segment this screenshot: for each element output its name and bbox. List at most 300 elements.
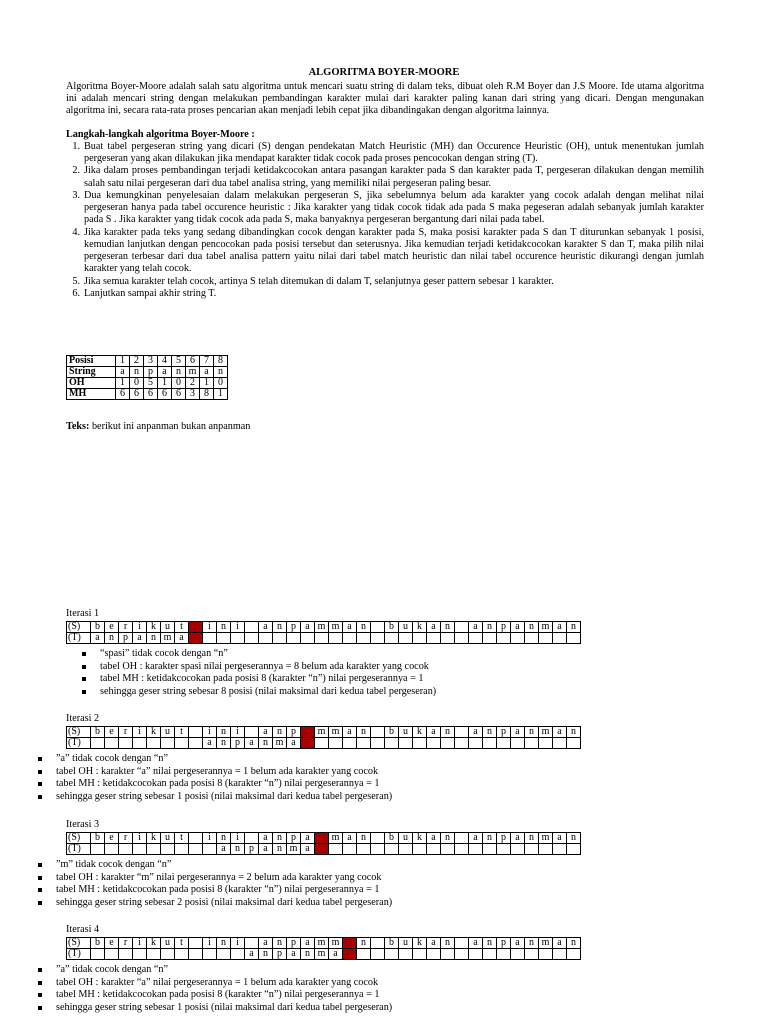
char-cell: a	[259, 622, 273, 633]
char-cell: i	[203, 833, 217, 844]
shift-table-cell: 4	[158, 356, 172, 367]
char-cell	[427, 949, 441, 960]
page-title: ALGORITMA BOYER-MOORE	[308, 67, 460, 78]
char-cell	[469, 949, 483, 960]
shift-table-row	[67, 356, 228, 367]
note-item	[34, 766, 392, 779]
char-cell: i	[133, 727, 147, 738]
char-cell: k	[147, 727, 161, 738]
char-cell	[245, 633, 259, 644]
iteration-strip	[66, 621, 581, 644]
step-text: Lanjutkan sampai akhir string T.	[84, 287, 217, 299]
char-cell	[371, 949, 385, 960]
char-cell: n	[483, 833, 497, 844]
shift-table-cell: 5	[172, 356, 186, 367]
char-cell: e	[105, 727, 119, 738]
note-item	[34, 778, 392, 791]
square-bullet-icon	[82, 690, 86, 694]
char-cell: a	[259, 833, 273, 844]
char-cell: a	[259, 844, 273, 855]
text-line	[66, 421, 250, 433]
char-cell	[245, 622, 259, 633]
char-cell	[455, 633, 469, 644]
char-cell: i	[231, 833, 245, 844]
char-cell	[245, 727, 259, 738]
square-bullet-icon	[38, 901, 42, 905]
char-cell: n	[259, 738, 273, 749]
char-cell: m	[329, 622, 343, 633]
char-cell	[455, 738, 469, 749]
char-cell: a	[301, 844, 315, 855]
note-item	[34, 989, 392, 1002]
char-cell: m	[329, 938, 343, 949]
square-bullet-icon	[38, 968, 42, 972]
char-cell	[273, 633, 287, 644]
char-cell: m	[329, 833, 343, 844]
char-cell: p	[497, 727, 511, 738]
char-cell	[371, 833, 385, 844]
step-text: Jika dalam proses pembandingan terjadi ketidakcocokan antara pasangan karakter pada S dan karakter pada T, pergeseran dilakukan dengan memilih salah satu nilai pergeseran dari dua tabel analisa string, yang memiliki nilai pergeseran paling besar.	[84, 165, 704, 189]
char-cell: m	[161, 633, 175, 644]
mismatch-cell: a	[343, 938, 357, 949]
char-cell	[357, 633, 371, 644]
char-cell	[91, 844, 105, 855]
note-item	[34, 884, 392, 897]
shift-table-cell: 6	[130, 389, 144, 400]
shift-table-cell: 6	[172, 389, 186, 400]
note-text: tabel MH : ketidakcocokan pada posisi 8 (karakter “n”) nilai pergeserannya = 1	[100, 673, 424, 685]
char-cell	[483, 949, 497, 960]
char-cell	[497, 633, 511, 644]
char-cell	[119, 844, 133, 855]
shift-table	[66, 355, 228, 400]
square-bullet-icon	[38, 981, 42, 985]
note-text: tabel MH : ketidakcocokan pada posisi 8 (karakter “n”) nilai pergeserannya = 1	[56, 884, 380, 896]
char-cell	[441, 844, 455, 855]
shift-table-cell: a	[116, 367, 130, 378]
char-cell: n	[441, 938, 455, 949]
step-number: 4.	[72, 226, 80, 238]
step-number: 2.	[72, 165, 80, 177]
shift-table-cell: 3	[186, 389, 200, 400]
shift-table-cell: 8	[200, 389, 214, 400]
char-cell: a	[469, 727, 483, 738]
char-cell: i	[133, 622, 147, 633]
char-cell	[259, 633, 273, 644]
char-cell	[497, 738, 511, 749]
iteration-strip	[66, 937, 581, 960]
note-text: sehingga geser string sebesar 8 posisi (nilai maksimal dari kedua tabel pergeseran)	[100, 685, 437, 697]
char-cell	[469, 738, 483, 749]
char-cell: a	[553, 622, 567, 633]
strip-row-label: (S)	[67, 622, 91, 633]
char-cell: n	[525, 833, 539, 844]
char-cell	[427, 633, 441, 644]
strip-row-label: (S)	[67, 833, 91, 844]
mismatch-cell: n	[343, 949, 357, 960]
char-cell: a	[469, 938, 483, 949]
char-cell: a	[511, 833, 525, 844]
char-cell	[371, 738, 385, 749]
char-cell: a	[427, 833, 441, 844]
step-text: Dua kemungkinan penyelesaian dalam melakukan pergeseran S, jika sebelumnya belum ada karakter yang cocok adalah dengan melihat nilai pergeseran hanya pada tabel occurence heuristic : Jika karakter yang tidak cocok tidak ada pada S maka pegeseran adalah sebanyak jumlah karakter pada S . Jika karakter yang tidak cocok ada pada S, maka banyaknya pergeseran bergantung dari nilai pada tabel.	[84, 189, 704, 226]
iteration-title: Iterasi 1	[66, 608, 100, 619]
char-cell: k	[413, 622, 427, 633]
char-cell: b	[385, 833, 399, 844]
char-cell: a	[469, 833, 483, 844]
char-cell	[511, 844, 525, 855]
char-cell: a	[343, 833, 357, 844]
shift-table-row-label: String	[67, 367, 116, 378]
char-cell	[371, 844, 385, 855]
shift-table-row-label: MH	[67, 389, 116, 400]
char-cell	[539, 844, 553, 855]
char-cell: a	[427, 938, 441, 949]
char-cell: u	[399, 727, 413, 738]
shift-table-cell: 1	[158, 378, 172, 389]
char-cell	[441, 949, 455, 960]
char-cell	[567, 633, 581, 644]
char-cell: i	[231, 622, 245, 633]
char-cell	[385, 738, 399, 749]
char-cell: r	[119, 727, 133, 738]
char-cell: n	[273, 938, 287, 949]
char-cell	[217, 633, 231, 644]
shift-table-cell: 3	[144, 356, 158, 367]
char-cell	[483, 844, 497, 855]
char-cell: e	[105, 833, 119, 844]
char-cell	[385, 633, 399, 644]
text-row	[67, 727, 581, 738]
char-cell: r	[119, 833, 133, 844]
iteration-notes	[34, 964, 392, 1014]
pattern-row	[67, 949, 581, 960]
char-cell	[371, 727, 385, 738]
char-cell: p	[287, 622, 301, 633]
char-cell: n	[273, 833, 287, 844]
strip-row-label: (T)	[67, 949, 91, 960]
char-cell: u	[161, 727, 175, 738]
square-bullet-icon	[82, 665, 86, 669]
char-cell: p	[497, 938, 511, 949]
shift-table-cell: 6	[116, 389, 130, 400]
char-cell	[133, 844, 147, 855]
mismatch-cell: n	[301, 738, 315, 749]
char-cell: a	[133, 633, 147, 644]
mismatch-cell	[189, 622, 203, 633]
char-cell	[203, 949, 217, 960]
shift-table-cell: 6	[158, 389, 172, 400]
char-cell	[343, 844, 357, 855]
char-cell	[399, 949, 413, 960]
char-cell	[455, 727, 469, 738]
char-cell	[189, 738, 203, 749]
char-cell	[539, 949, 553, 960]
step-text: Buat tabel pergeseran string yang dicari (S) dengan pendekatan Match Heuristic (MH) dan Occurence Heuristic (OH), untuk menentukan jumlah pergeseran yang akan dilakukan jika mendapat karakter tidak cocok pada proses pencocokan dengan string (T).	[84, 141, 704, 165]
square-bullet-icon	[82, 652, 86, 656]
char-cell	[315, 633, 329, 644]
char-cell	[553, 949, 567, 960]
square-bullet-icon	[38, 770, 42, 774]
char-cell	[427, 738, 441, 749]
char-cell: a	[203, 738, 217, 749]
note-item	[34, 964, 392, 977]
text-row	[67, 938, 581, 949]
char-cell: b	[91, 727, 105, 738]
char-cell: b	[91, 938, 105, 949]
char-cell	[357, 844, 371, 855]
char-cell	[175, 844, 189, 855]
note-text: sehingga geser string sebesar 1 posisi (nilai maksimal dari kedua tabel pergeseran)	[56, 790, 393, 802]
shift-table-cell: 2	[186, 378, 200, 389]
char-cell: a	[511, 622, 525, 633]
char-cell	[385, 949, 399, 960]
char-cell: b	[385, 938, 399, 949]
char-cell: u	[399, 938, 413, 949]
char-cell: m	[315, 938, 329, 949]
char-cell: r	[119, 622, 133, 633]
shift-table-cell: 5	[144, 378, 158, 389]
char-cell	[133, 738, 147, 749]
char-cell: k	[413, 938, 427, 949]
char-cell: i	[203, 938, 217, 949]
shift-table-cell: n	[214, 367, 228, 378]
char-cell: n	[525, 938, 539, 949]
shift-table-cell: 8	[214, 356, 228, 367]
char-cell: m	[539, 833, 553, 844]
char-cell	[413, 738, 427, 749]
char-cell	[483, 633, 497, 644]
char-cell	[105, 844, 119, 855]
shift-table-cell: 1	[200, 378, 214, 389]
char-cell	[357, 949, 371, 960]
note-item	[34, 859, 392, 872]
note-text: ”a” tidak cocok dengan “n”	[56, 753, 169, 764]
char-cell: t	[175, 727, 189, 738]
char-cell: b	[385, 727, 399, 738]
char-cell	[413, 844, 427, 855]
char-cell: m	[539, 938, 553, 949]
char-cell	[315, 738, 329, 749]
char-cell: p	[497, 833, 511, 844]
mismatch-cell: m	[315, 833, 329, 844]
shift-table-cell: 6	[186, 356, 200, 367]
char-cell: r	[119, 938, 133, 949]
char-cell: u	[399, 622, 413, 633]
char-cell	[441, 738, 455, 749]
square-bullet-icon	[38, 863, 42, 867]
char-cell: e	[105, 622, 119, 633]
char-cell	[525, 949, 539, 960]
char-cell: n	[441, 727, 455, 738]
step-item	[66, 288, 704, 300]
char-cell	[147, 844, 161, 855]
char-cell: p	[287, 727, 301, 738]
char-cell: a	[343, 622, 357, 633]
char-cell	[399, 844, 413, 855]
char-cell: n	[231, 844, 245, 855]
char-cell: p	[287, 833, 301, 844]
char-cell	[161, 738, 175, 749]
char-cell: n	[217, 938, 231, 949]
square-bullet-icon	[38, 876, 42, 880]
char-cell: u	[161, 833, 175, 844]
step-text: Jika karakter pada teks yang sedang dibandingkan cocok dengan karakter pada S, maka posisi karakter pada S dan T diturunkan sebanyak 1 posisi, kemudian lanjutkan dengan pencocokan pada posisi tersebut dan seterusnya. Jika kemudian terjadi ketidakcocokan karakter S dan T, maka pilih nilai pergeseran terbesar dari dua tabel analisa pattern yaitu nilai dari tabel match heuristic dan nilai tabel occurence heuristic dikurangi dengan jumlah karakter yang telah cocok.	[84, 226, 704, 275]
step-item	[66, 165, 704, 189]
char-cell: a	[553, 833, 567, 844]
strip-row-label: (T)	[67, 738, 91, 749]
char-cell: m	[315, 727, 329, 738]
char-cell: i	[133, 938, 147, 949]
char-cell	[231, 949, 245, 960]
char-cell: n	[357, 622, 371, 633]
char-cell	[203, 633, 217, 644]
char-cell: n	[273, 727, 287, 738]
iteration-title: Iterasi 4	[66, 924, 100, 935]
shift-table-cell: n	[130, 367, 144, 378]
char-cell: u	[161, 938, 175, 949]
text-value: berikut ini anpanman bukan anpanman	[89, 421, 251, 432]
char-cell: n	[273, 622, 287, 633]
char-cell	[329, 844, 343, 855]
shift-table-cell: 0	[214, 378, 228, 389]
char-cell: a	[245, 949, 259, 960]
char-cell: a	[259, 938, 273, 949]
note-text: tabel MH : ketidakcocokan pada posisi 8 (karakter “n”) nilai pergeserannya = 1	[56, 778, 380, 790]
char-cell	[525, 738, 539, 749]
char-cell	[455, 949, 469, 960]
char-cell	[189, 938, 203, 949]
char-cell: n	[567, 938, 581, 949]
note-item	[34, 897, 392, 910]
char-cell: m	[287, 844, 301, 855]
char-cell	[567, 949, 581, 960]
square-bullet-icon	[38, 993, 42, 997]
note-text: tabel OH : karakter “m” nilai pergeserannya = 2 belum ada karakter yang cocok	[56, 871, 382, 883]
note-item	[34, 977, 392, 990]
square-bullet-icon	[38, 795, 42, 799]
char-cell	[91, 949, 105, 960]
note-text: tabel MH : ketidakcocokan pada posisi 8 (karakter “n”) nilai pergeserannya = 1	[56, 989, 380, 1001]
square-bullet-icon	[38, 757, 42, 761]
char-cell: p	[273, 949, 287, 960]
char-cell: p	[497, 622, 511, 633]
pattern-row	[67, 633, 581, 644]
char-cell: n	[567, 727, 581, 738]
note-item	[34, 791, 392, 804]
char-cell	[497, 844, 511, 855]
char-cell: b	[91, 833, 105, 844]
char-cell	[357, 738, 371, 749]
char-cell: n	[217, 738, 231, 749]
char-cell	[469, 844, 483, 855]
char-cell	[399, 738, 413, 749]
note-text: sehingga geser string sebesar 2 posisi (nilai maksimal dari kedua tabel pergeseran)	[56, 896, 393, 908]
char-cell: p	[245, 844, 259, 855]
square-bullet-icon	[82, 677, 86, 681]
iteration-notes	[34, 859, 392, 909]
step-number: 5.	[72, 275, 80, 287]
char-cell	[161, 949, 175, 960]
char-cell: p	[231, 738, 245, 749]
char-cell	[483, 738, 497, 749]
mismatch-cell: n	[189, 633, 203, 644]
shift-table-row	[67, 389, 228, 400]
char-cell	[231, 633, 245, 644]
char-cell	[371, 938, 385, 949]
char-cell: n	[567, 833, 581, 844]
shift-table-row-label: OH	[67, 378, 116, 389]
char-cell: n	[105, 633, 119, 644]
note-item	[34, 753, 392, 766]
char-cell: a	[301, 622, 315, 633]
mismatch-cell: a	[301, 727, 315, 738]
char-cell	[329, 633, 343, 644]
mismatch-cell: n	[315, 844, 329, 855]
step-item	[66, 227, 704, 276]
note-item	[78, 673, 436, 686]
char-cell: m	[273, 738, 287, 749]
char-cell	[287, 633, 301, 644]
char-cell	[329, 738, 343, 749]
strip-row-label: (S)	[67, 727, 91, 738]
char-cell	[455, 622, 469, 633]
char-cell: n	[273, 844, 287, 855]
char-cell	[399, 633, 413, 644]
char-cell: m	[539, 727, 553, 738]
char-cell: k	[147, 938, 161, 949]
char-cell	[525, 633, 539, 644]
char-cell: n	[301, 949, 315, 960]
char-cell: b	[91, 622, 105, 633]
steps-list	[66, 141, 704, 300]
shift-table-cell: p	[144, 367, 158, 378]
char-cell: n	[217, 727, 231, 738]
char-cell	[189, 949, 203, 960]
iteration-title: Iterasi 3	[66, 819, 100, 830]
char-cell: a	[511, 938, 525, 949]
pattern-row	[67, 844, 581, 855]
shift-table-cell: 0	[172, 378, 186, 389]
step-number: 6.	[72, 287, 80, 299]
char-cell	[455, 833, 469, 844]
note-text: ”a” tidak cocok dengan “n”	[56, 964, 169, 975]
char-cell: n	[525, 727, 539, 738]
char-cell: a	[287, 949, 301, 960]
char-cell	[567, 844, 581, 855]
char-cell	[413, 633, 427, 644]
char-cell: m	[315, 949, 329, 960]
note-text: “spasi” tidak cocok dengan “n”	[100, 648, 228, 659]
char-cell: a	[469, 622, 483, 633]
char-cell: k	[413, 727, 427, 738]
char-cell	[553, 844, 567, 855]
note-item	[78, 648, 436, 661]
pattern-row	[67, 738, 581, 749]
char-cell: i	[203, 622, 217, 633]
char-cell: k	[147, 622, 161, 633]
char-cell: i	[133, 833, 147, 844]
char-cell: n	[217, 622, 231, 633]
char-cell: a	[427, 622, 441, 633]
note-text: sehingga geser string sebesar 1 posisi (nilai maksimal dari kedua tabel pergeseran)	[56, 1001, 393, 1013]
char-cell: a	[287, 738, 301, 749]
char-cell	[455, 938, 469, 949]
iteration-title: Iterasi 2	[66, 713, 100, 724]
char-cell: a	[329, 949, 343, 960]
text-row	[67, 833, 581, 844]
shift-table-cell: a	[200, 367, 214, 378]
